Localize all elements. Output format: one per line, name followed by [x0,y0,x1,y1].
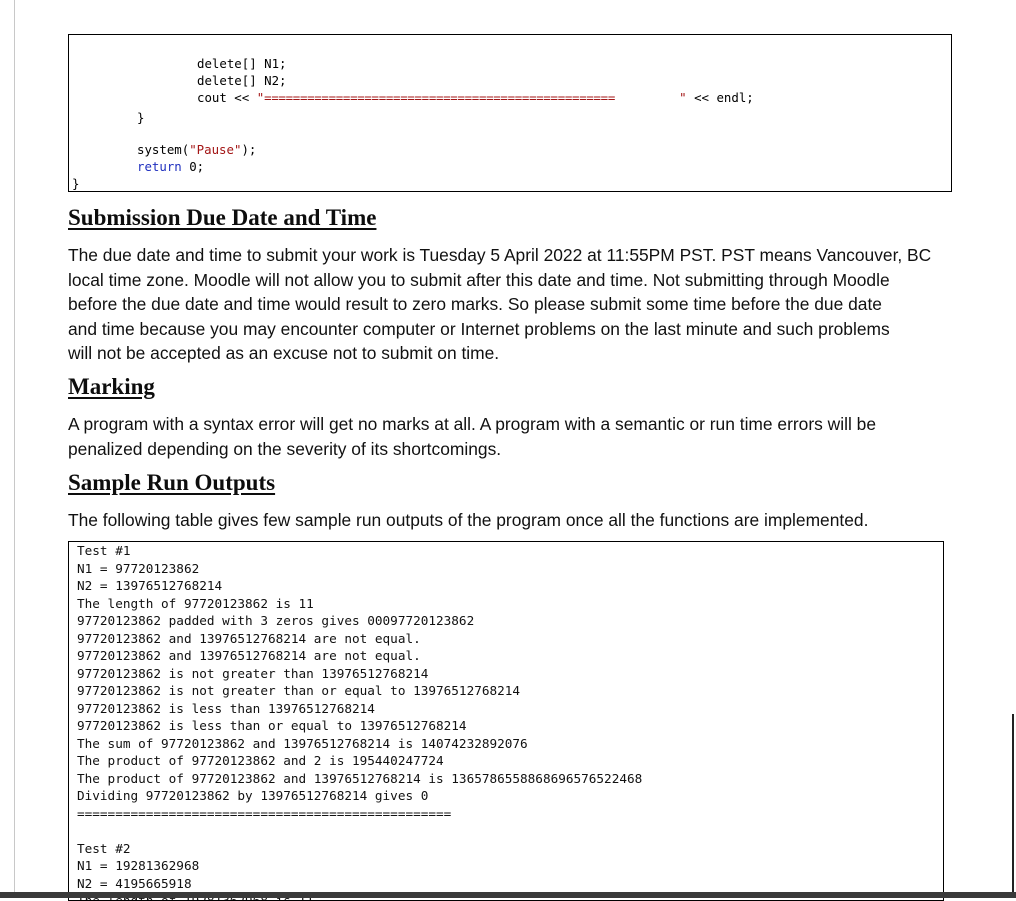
string-literal: "Pause" [189,142,242,157]
output-line: ================================================= [77,805,452,821]
code-snippet-box [68,34,952,192]
output-line: 97720123862 is not greater than 13976512768214 [77,665,429,681]
output-line: 97720123862 padded with 3 zeros gives 00097720123862 [77,613,475,628]
code-text: delete[] N2; [197,73,287,88]
code-line [197,89,754,106]
paragraph-line: will not be accepted as an excuse not to submit on time. [68,343,500,363]
paragraph-marking [68,412,968,461]
output-line [77,822,642,840]
paragraph-line: local time zone. Moodle will not allow you to submit after this date and time. Not submitting through Moodle [68,269,890,290]
paragraph-due-date [68,243,968,366]
output-line: 97720123862 is not greater than or equal to 13976512768214 [77,683,521,698]
output-line: N2 = 13976512768214 [77,578,223,593]
output-line: 97720123862 is less than 13976512768214 [77,700,375,716]
paragraph-line: before the due date and time would result to zero marks. So please submit some time before the due date [68,294,882,314]
output-line: N2 = 4195665918 [77,875,192,891]
code-line [137,141,256,158]
keyword: return [137,159,182,174]
output-line: N1 = 97720123862 [77,560,200,576]
heading-due-date: Submission Due Date and Time [68,205,377,230]
output-line: The sum of 97720123862 and 13976512768214 is 14074232892076 [77,735,528,751]
output-line: Test #2 [77,840,131,856]
output-line: 97720123862 is less than or equal to 13976512768214 [77,718,467,733]
page-left-edge [14,0,15,898]
code-text: cout << [197,90,257,105]
output-line: N1 = 19281362968 [77,858,200,873]
heading-marking: Marking [68,374,155,399]
code-line [197,72,287,89]
code-text: 0; [181,159,205,174]
sample-output-lines [77,542,642,901]
heading-sample-run: Sample Run Outputs [68,470,276,495]
paragraph-line: A program with a syntax error will get no marks at all. A program with a semantic or run time errors will be [68,414,876,434]
output-line: The product of 97720123862 and 2 is 195440247724 [77,753,444,768]
output-line: 97720123862 and 13976512768214 are not equal. [77,648,421,663]
code-text: system( [137,142,190,157]
paragraph-line: penalized depending on the severity of its shortcomings. [68,438,502,459]
code-line [137,158,204,175]
page-right-edge [1012,714,1014,898]
code-text: ); [241,142,257,157]
code-text: delete[] N1; [197,56,287,71]
window-bottom-edge [0,892,1016,898]
code-text: << endl; [686,90,754,105]
output-line: The product of 97720123862 and 13976512768214 is 1365786558868696576522468 [77,770,643,786]
code-closing-brace: } [137,110,145,125]
output-line: Test #1 [77,543,131,558]
string-literal: "================================================= " [256,90,687,105]
paragraph-line: The due date and time to submit your work is Tuesday 5 April 2022 at 11:55PM PST. PST means Vancouver, BC [68,245,932,265]
output-line: Dividing 97720123862 by 13976512768214 gives 0 [77,788,429,803]
paragraph-line: and time because you may encounter computer or Internet problems on the last minute and such problems [68,318,890,339]
paragraph-sample-intro: The following table gives few sample run outputs of the program once all the functions are implemented. [68,510,869,530]
output-line: The length of 97720123862 is 11 [77,595,314,611]
code-closing-brace: } [72,176,80,191]
output-line: 97720123862 and 13976512768214 are not equal. [77,630,421,646]
code-line [197,55,287,72]
sample-output-table [68,541,944,901]
